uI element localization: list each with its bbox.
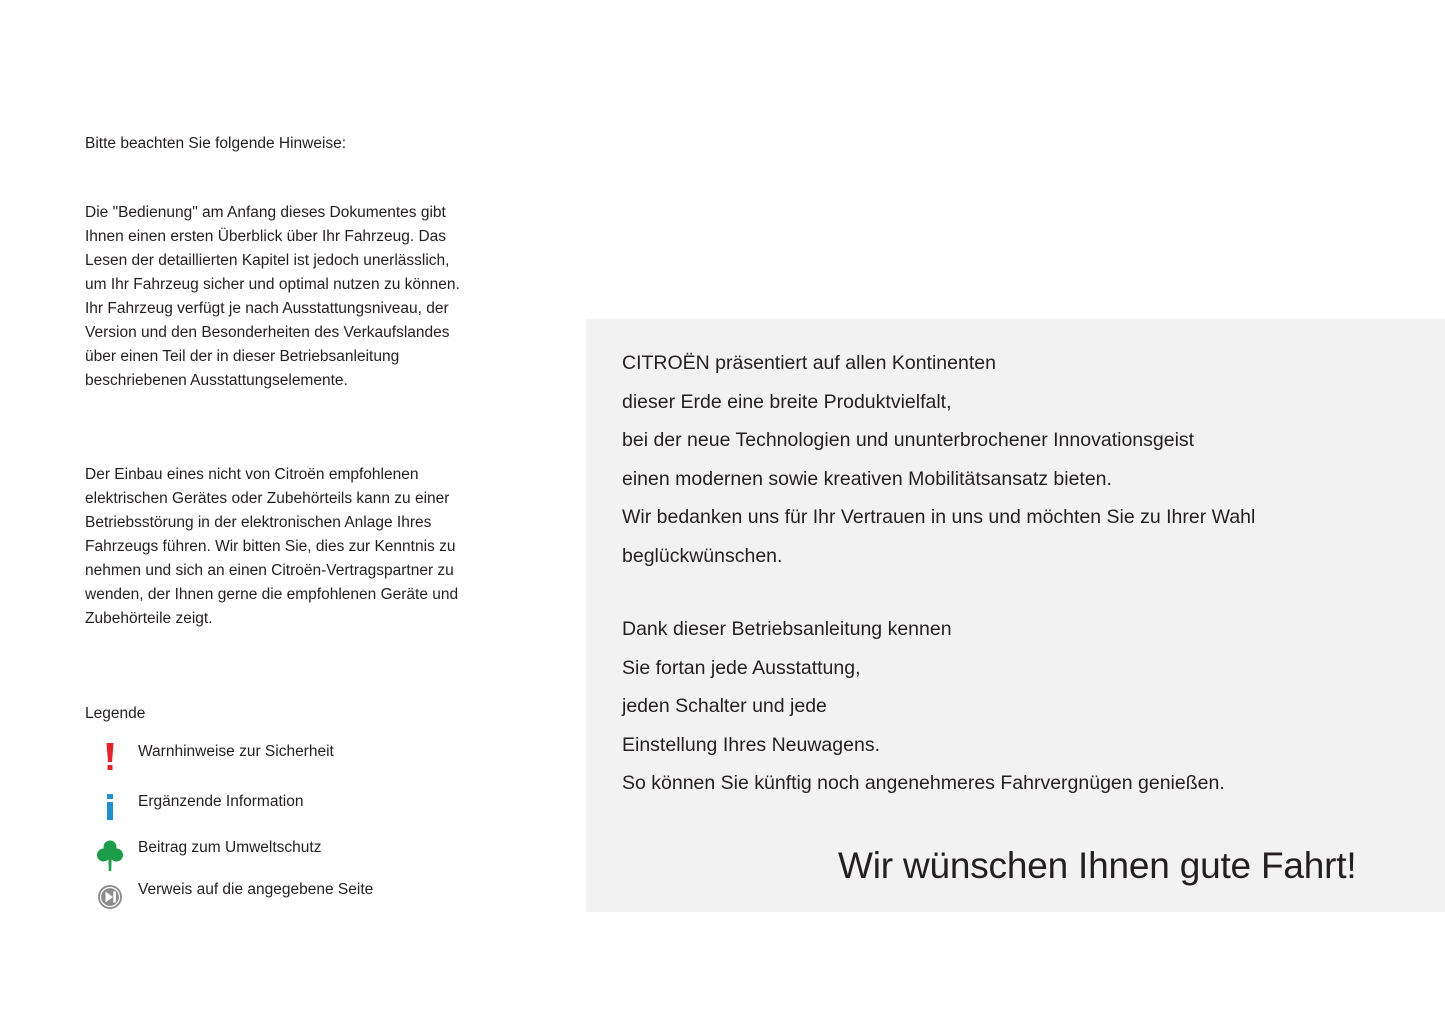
welcome-panel xyxy=(586,319,1445,912)
paragraph-line: nehmen und sich an einen Citroën-Vertragspartner zu xyxy=(85,562,454,579)
warning-icon xyxy=(95,740,125,772)
message-line: beglückwünschen. xyxy=(622,544,783,567)
farewell-heading: Wir wünschen Ihnen gute Fahrt! xyxy=(838,845,1357,886)
paragraph-line: wenden, der Ihnen gerne die empfohlenen Geräte und xyxy=(85,586,459,603)
manual-message xyxy=(622,610,1225,803)
paragraph-line: Lesen der detaillierten Kapitel ist jedoch unerlässlich, xyxy=(85,252,450,269)
legend-item-page-reference xyxy=(85,880,505,912)
legend-item-info xyxy=(85,790,505,822)
message-line: einen modernen sowie kreativen Mobilitätsansatz bieten. xyxy=(622,467,1112,490)
info-icon xyxy=(95,790,125,822)
paragraph-line: Version und den Besonderheiten des Verkaufslandes xyxy=(85,324,450,341)
message-line: Dank dieser Betriebsanleitung kennen xyxy=(622,618,952,640)
legend-item-environment xyxy=(85,838,505,870)
message-line: Wir bedanken uns für Ihr Vertrauen in uns und möchten Sie zu Ihrer Wahl xyxy=(622,506,1256,528)
legend-label: Verweis auf die angegebene Seite xyxy=(138,881,374,898)
welcome-message xyxy=(622,344,1255,575)
paragraph-line: Die "Bedienung" am Anfang dieses Dokumentes gibt xyxy=(85,204,446,221)
legend-label: Beitrag zum Umweltschutz xyxy=(138,839,322,856)
legend-label: Warnhinweise zur Sicherheit xyxy=(138,743,334,760)
message-line: Sie fortan jede Ausstattung, xyxy=(622,656,861,679)
message-line: dieser Erde eine breite Produktvielfalt, xyxy=(622,390,952,413)
page-reference-icon xyxy=(95,880,125,912)
message-line: jeden Schalter und jede xyxy=(622,695,827,717)
legend-title: Legende xyxy=(85,705,146,722)
paragraph-line: elektrischen Gerätes oder Zubehörteils kann zu einer xyxy=(85,490,450,507)
paragraph-line: beschriebenen Ausstattungselemente. xyxy=(85,372,348,389)
paragraph-line: Fahrzeugs führen. Wir bitten Sie, dies zur Kenntnis zu xyxy=(85,538,456,555)
paragraph-line: Der Einbau eines nicht von Citroën empfohlenen xyxy=(85,466,419,483)
paragraph-line: über einen Teil der in dieser Betriebsanleitung xyxy=(85,348,400,365)
overview-paragraph xyxy=(85,201,485,393)
accessories-paragraph xyxy=(85,463,485,631)
paragraph-line: Zubehörteile zeigt. xyxy=(85,610,213,627)
paragraph-line: Ihnen einen ersten Überblick über Ihr Fahrzeug. Das xyxy=(85,228,447,245)
intro-text: Bitte beachten Sie folgende Hinweise: xyxy=(85,135,347,152)
legend-item-warning xyxy=(85,740,505,772)
legend-label: Ergänzende Information xyxy=(138,793,304,810)
message-line: So können Sie künftig noch angenehmeres Fahrvergnügen genießen. xyxy=(622,772,1225,794)
paragraph-line: Ihr Fahrzeug verfügt je nach Ausstattungsniveau, der xyxy=(85,300,449,317)
paragraph-line: Betriebsstörung in der elektronischen Anlage Ihres xyxy=(85,514,432,531)
message-line: Einstellung Ihres Neuwagens. xyxy=(622,733,880,756)
environment-icon xyxy=(95,838,125,870)
message-line: bei der neue Technologien und ununterbrochener Innovationsgeist xyxy=(622,429,1195,451)
message-line: CITROËN präsentiert auf allen Kontinenten xyxy=(622,352,996,374)
paragraph-line: um Ihr Fahrzeug sicher und optimal nutzen zu können. xyxy=(85,276,460,293)
